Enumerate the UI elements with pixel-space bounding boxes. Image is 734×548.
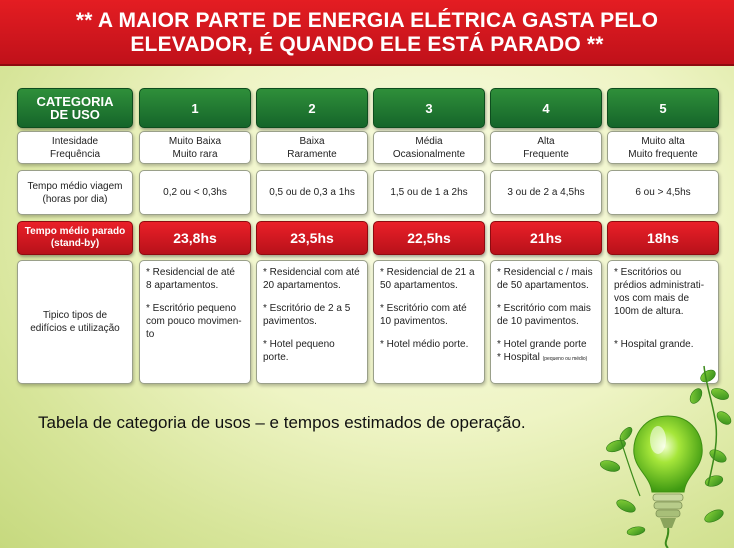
category-3-header: 3 bbox=[373, 88, 485, 128]
green-lightbulb-with-leaves-icon bbox=[596, 356, 734, 548]
building-text-line: to bbox=[146, 329, 155, 340]
intensity-level: Muito Baixa bbox=[168, 135, 222, 147]
intensity-frequency: Ocasionalmente bbox=[392, 148, 466, 160]
building-text-line: * Residencial de até bbox=[146, 267, 235, 278]
building-types-cell-4 bbox=[490, 260, 602, 384]
building-text-line: 50 apartamentos. bbox=[380, 280, 458, 291]
building-text-line: pavimentos. bbox=[263, 316, 317, 327]
category-header bbox=[17, 88, 133, 128]
travel-time-label-line-1: Tempo médio viagem bbox=[27, 180, 123, 192]
intensity-level: Alta bbox=[537, 135, 555, 147]
building-text-line: * Escritório de 2 a 5 bbox=[263, 303, 351, 314]
intensity-label-line-1: Intesidade bbox=[51, 135, 99, 147]
building-text-line: com pouco movimen- bbox=[146, 316, 242, 327]
category-4-header: 4 bbox=[490, 88, 602, 128]
intensity-frequency: Raramente bbox=[287, 148, 337, 160]
building-types-cell-3 bbox=[373, 260, 485, 384]
travel-time-cell-4: 3 ou de 2 a 4,5hs bbox=[490, 170, 602, 215]
intensity-cell-4 bbox=[490, 131, 602, 164]
building-text-line: * Escritórios ou bbox=[614, 267, 682, 278]
building-text-line: 20 apartamentos. bbox=[263, 280, 341, 291]
category-1-header: 1 bbox=[139, 88, 251, 128]
title-line-1: ** A MAIOR PARTE DE ENERGIA ELÉTRICA GASTA PELO bbox=[75, 9, 659, 32]
building-types-label-line-2: edifícios e utilização bbox=[30, 323, 120, 334]
intensity-frequency: Frequente bbox=[523, 148, 569, 160]
building-text-line: * Escritório com mais bbox=[497, 303, 591, 314]
hospital-text: * Hospital bbox=[497, 352, 540, 363]
intensity-cell-5 bbox=[607, 131, 719, 164]
building-text-line: porte. bbox=[263, 352, 289, 363]
standby-cell-3: 22,5hs bbox=[373, 221, 485, 255]
standby-cell-4: 21hs bbox=[490, 221, 602, 255]
building-text-line: prédios administrati- bbox=[614, 280, 705, 291]
building-text-line: de 10 pavimentos. bbox=[497, 316, 579, 327]
intensity-level: Média bbox=[415, 135, 443, 147]
category-header-line-2: DE USO bbox=[50, 107, 100, 122]
hospital-size-note: (pequeno ou médio) bbox=[542, 356, 588, 362]
travel-time-cell-5: 6 ou > 4,5hs bbox=[607, 170, 719, 215]
category-2-header: 2 bbox=[256, 88, 368, 128]
building-types-cell-2 bbox=[256, 260, 368, 384]
building-types-cell-1 bbox=[139, 260, 251, 384]
intensity-cell-2 bbox=[256, 131, 368, 164]
building-text-line bbox=[497, 351, 593, 366]
building-types-label bbox=[17, 260, 133, 384]
travel-time-cell-3: 1,5 ou de 1 a 2hs bbox=[373, 170, 485, 215]
intensity-level: Baixa bbox=[299, 135, 325, 147]
travel-time-cell-1: 0,2 ou < 0,3hs bbox=[139, 170, 251, 215]
intensity-cell-3 bbox=[373, 131, 485, 164]
standby-cell-2: 23,5hs bbox=[256, 221, 368, 255]
travel-time-label-line-2: (horas por dia) bbox=[42, 193, 108, 205]
title-banner bbox=[0, 0, 734, 66]
building-text-line: * Hotel grande porte bbox=[497, 339, 587, 350]
building-text-line: 10 pavimentos. bbox=[380, 316, 448, 327]
building-text-line: * Escritório pequeno bbox=[146, 303, 237, 314]
building-text-line: * Residencial c / mais bbox=[497, 267, 593, 278]
category-5-header: 5 bbox=[607, 88, 719, 128]
intensity-label-line-2: Frequência bbox=[49, 148, 101, 160]
building-text-line: * Escritório com até bbox=[380, 303, 467, 314]
travel-time-cell-2: 0,5 ou de 0,3 a 1hs bbox=[256, 170, 368, 215]
building-text-line: * Hotel médio porte. bbox=[380, 339, 469, 350]
building-text-line: * Residencial com até bbox=[263, 267, 360, 278]
building-text-line: * Hotel pequeno bbox=[263, 339, 335, 350]
building-text-line: de 50 apartamentos. bbox=[497, 280, 589, 291]
intensity-label bbox=[17, 131, 133, 164]
standby-cell-5: 18hs bbox=[607, 221, 719, 255]
category-header-line-1: CATEGORIA bbox=[36, 94, 114, 109]
intensity-frequency: Muito rara bbox=[172, 148, 218, 160]
building-text-line: vos com mais de bbox=[614, 293, 690, 304]
building-text-line: 8 apartamentos. bbox=[146, 280, 219, 291]
standby-cell-1: 23,8hs bbox=[139, 221, 251, 255]
standby-label-line-1: Tempo médio parado bbox=[24, 226, 126, 237]
building-text-line: * Hospital grande. bbox=[614, 339, 694, 350]
title-line-2: ELEVADOR, É QUANDO ELE ESTÁ PARADO ** bbox=[130, 33, 604, 56]
building-types-label-line-1: Tipico tipos de bbox=[42, 310, 108, 321]
standby-label-line-2: (stand-by) bbox=[50, 238, 100, 249]
intensity-frequency: Muito frequente bbox=[628, 148, 698, 160]
intensity-cell-1 bbox=[139, 131, 251, 164]
travel-time-label bbox=[17, 170, 133, 215]
building-text-line: * Residencial de 21 a bbox=[380, 267, 475, 278]
building-text-line: 100m de altura. bbox=[614, 306, 684, 317]
intensity-level: Muito alta bbox=[641, 135, 685, 147]
standby-label bbox=[17, 221, 133, 255]
table-caption: Tabela de categoria de usos – e tempos estimados de operação. bbox=[38, 413, 526, 432]
